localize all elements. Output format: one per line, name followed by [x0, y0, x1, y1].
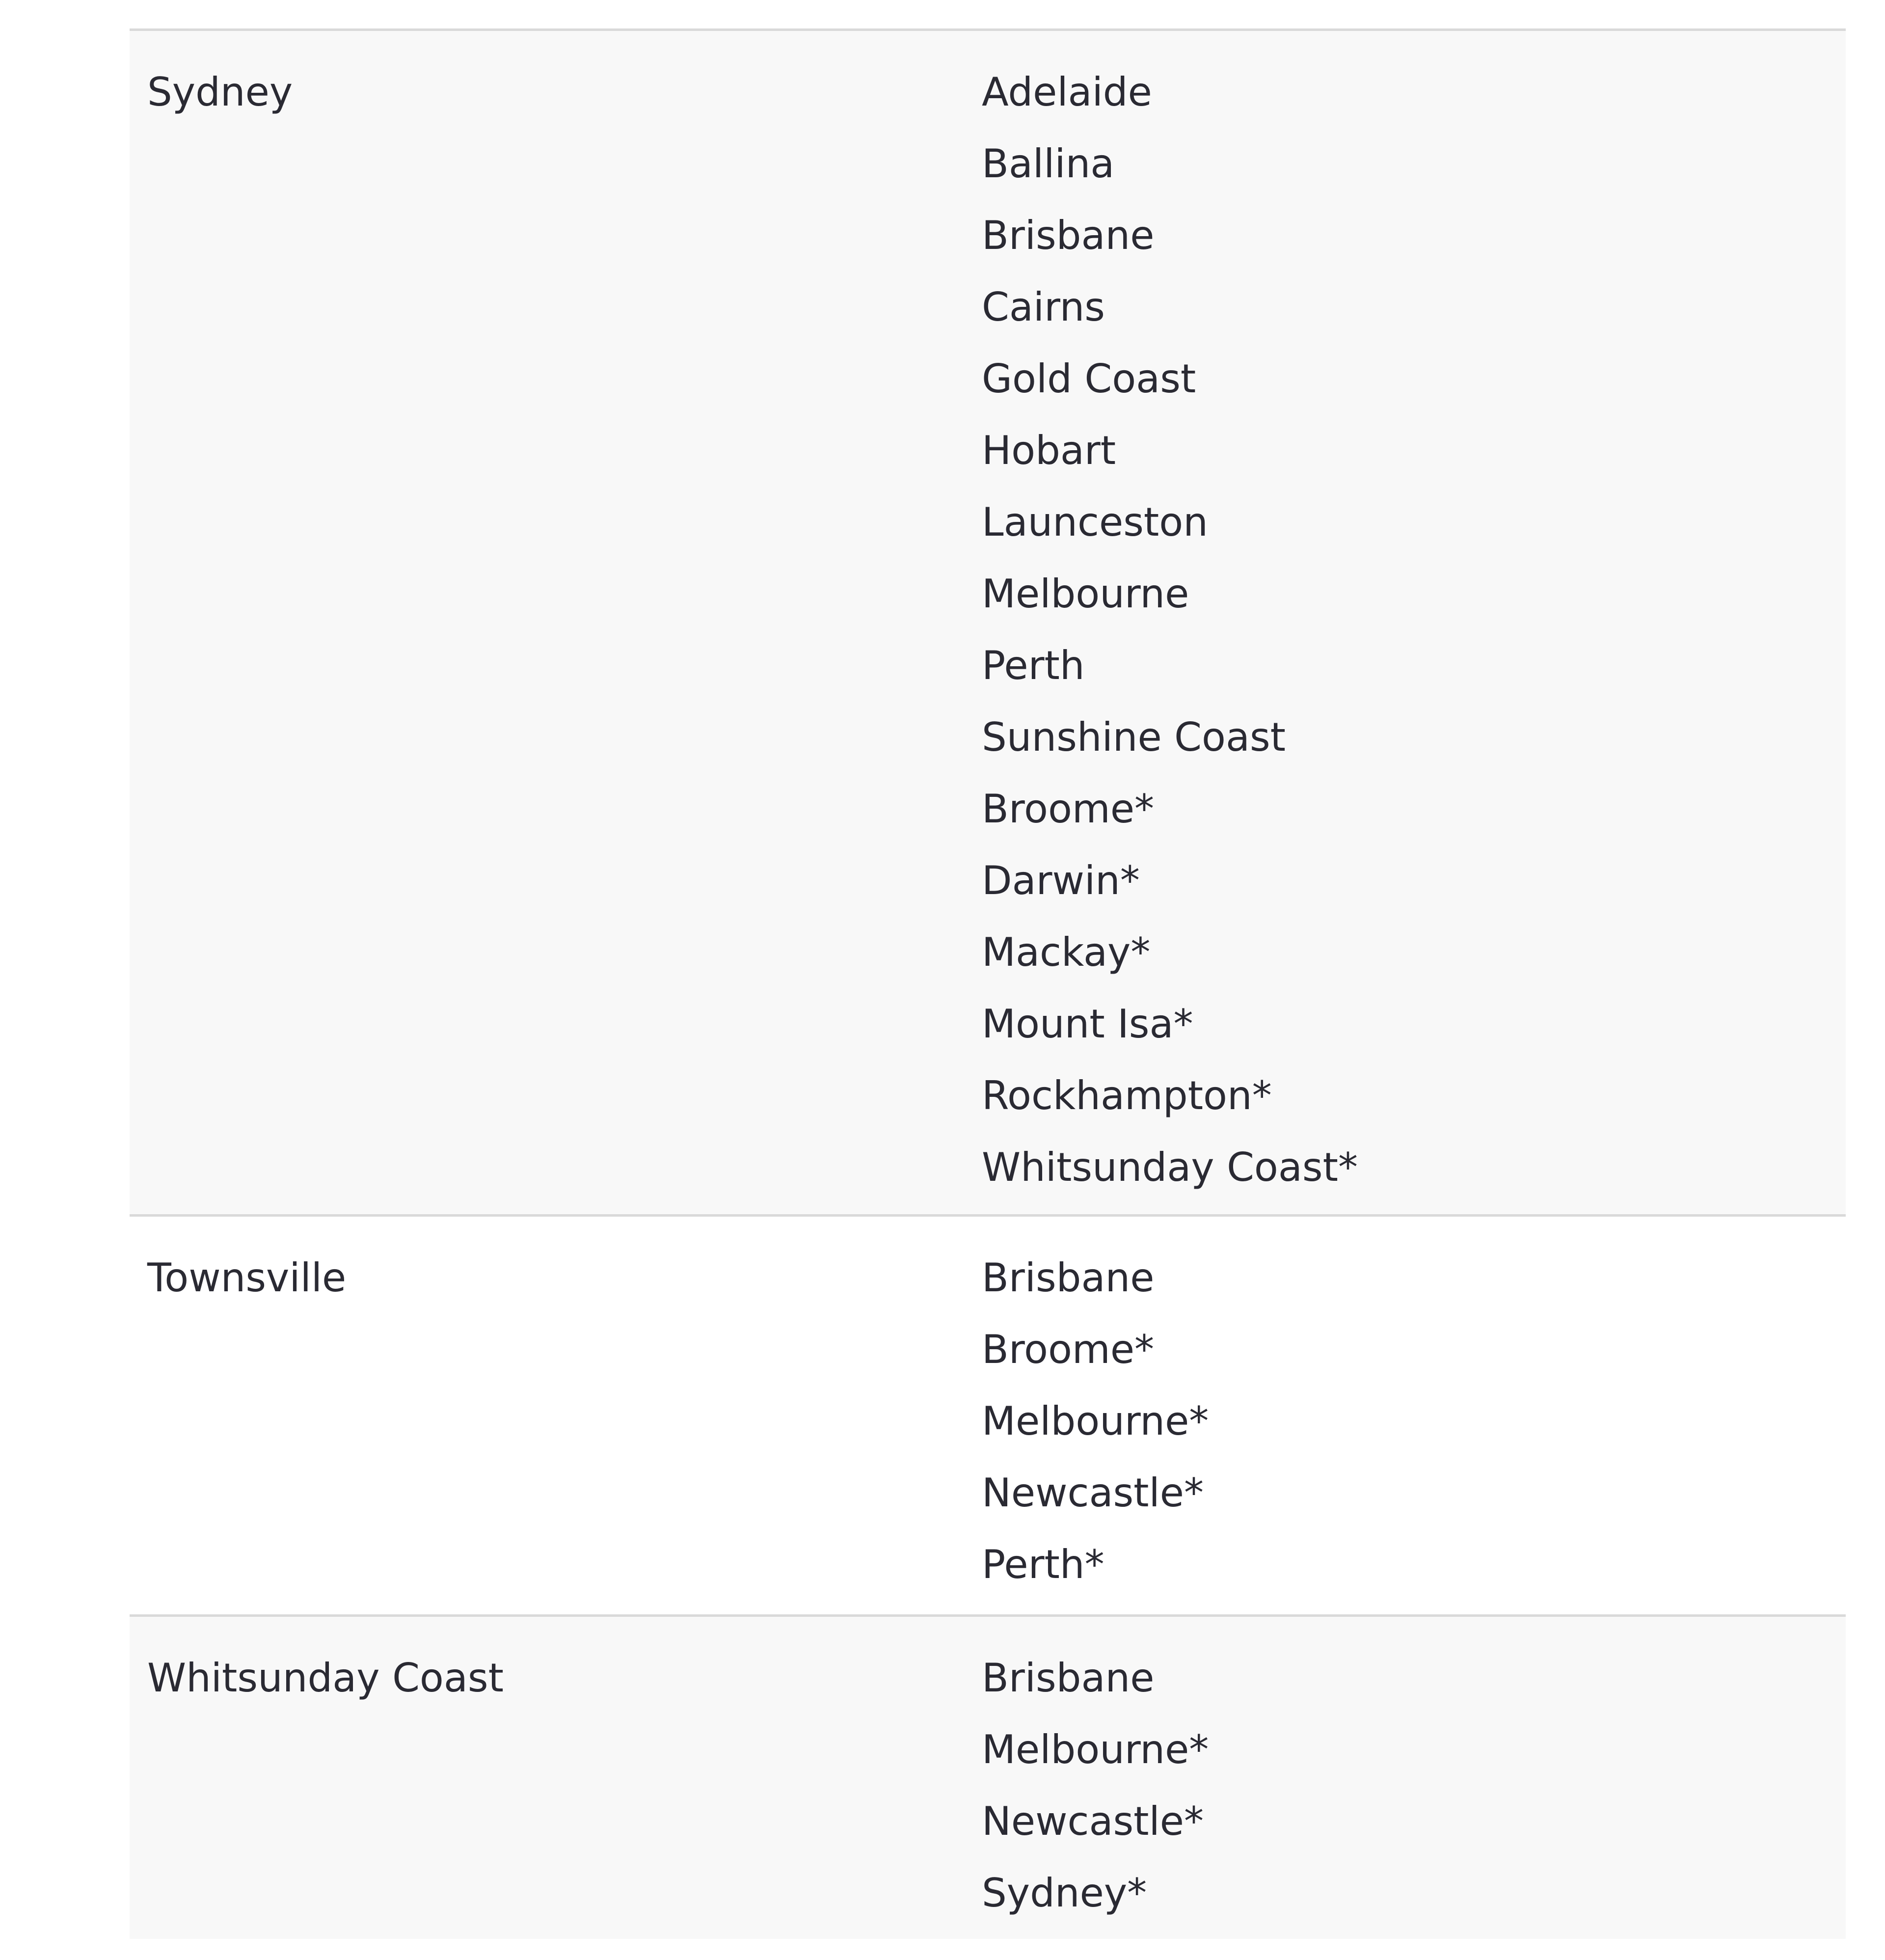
destination-item: Gold Coast	[982, 356, 1196, 402]
destination-list	[982, 56, 1358, 1203]
destination-item: Darwin*	[982, 858, 1140, 903]
destination-item: Sydney*	[982, 1870, 1147, 1916]
destination-item: Perth*	[982, 1542, 1104, 1587]
destination-item: Rockhampton*	[982, 1073, 1272, 1118]
destination-item: Brisbane	[982, 1255, 1155, 1301]
destination-item: Cairns	[982, 284, 1105, 330]
destinations-cell	[982, 56, 1358, 1203]
destination-item: Hobart	[982, 428, 1116, 473]
destination-item: Melbourne*	[982, 1727, 1209, 1772]
origin-cell: Townsville	[147, 1255, 347, 1301]
route-table	[130, 28, 1846, 1939]
origin-cell: Whitsunday Coast	[147, 1655, 504, 1701]
destination-item: Brisbane	[982, 213, 1155, 258]
table-row	[130, 1214, 1846, 1614]
table-row	[130, 1614, 1846, 1939]
destinations-cell	[982, 1242, 1209, 1601]
destination-item: Brisbane	[982, 1655, 1155, 1701]
destination-item: Broome*	[982, 786, 1155, 832]
destination-item: Newcastle*	[982, 1798, 1204, 1844]
destination-item: Melbourne	[982, 571, 1189, 617]
origin-cell: Sydney	[147, 69, 293, 115]
destination-item: Adelaide	[982, 69, 1152, 115]
destination-item: Sunshine Coast	[982, 714, 1286, 760]
destination-item: Launceston	[982, 499, 1208, 545]
destination-item: Melbourne*	[982, 1398, 1209, 1444]
destination-item: Newcastle*	[982, 1470, 1204, 1516]
destination-item: Ballina	[982, 141, 1115, 187]
destination-item: Mackay*	[982, 929, 1151, 975]
destination-list	[982, 1642, 1209, 1929]
table-row	[130, 28, 1846, 1214]
destination-item: Broome*	[982, 1327, 1155, 1372]
destination-item: Perth	[982, 643, 1085, 688]
destinations-cell	[982, 1642, 1209, 1929]
destination-list	[982, 1242, 1209, 1601]
destination-item: Mount Isa*	[982, 1001, 1193, 1047]
destination-item: Whitsunday Coast*	[982, 1144, 1358, 1190]
